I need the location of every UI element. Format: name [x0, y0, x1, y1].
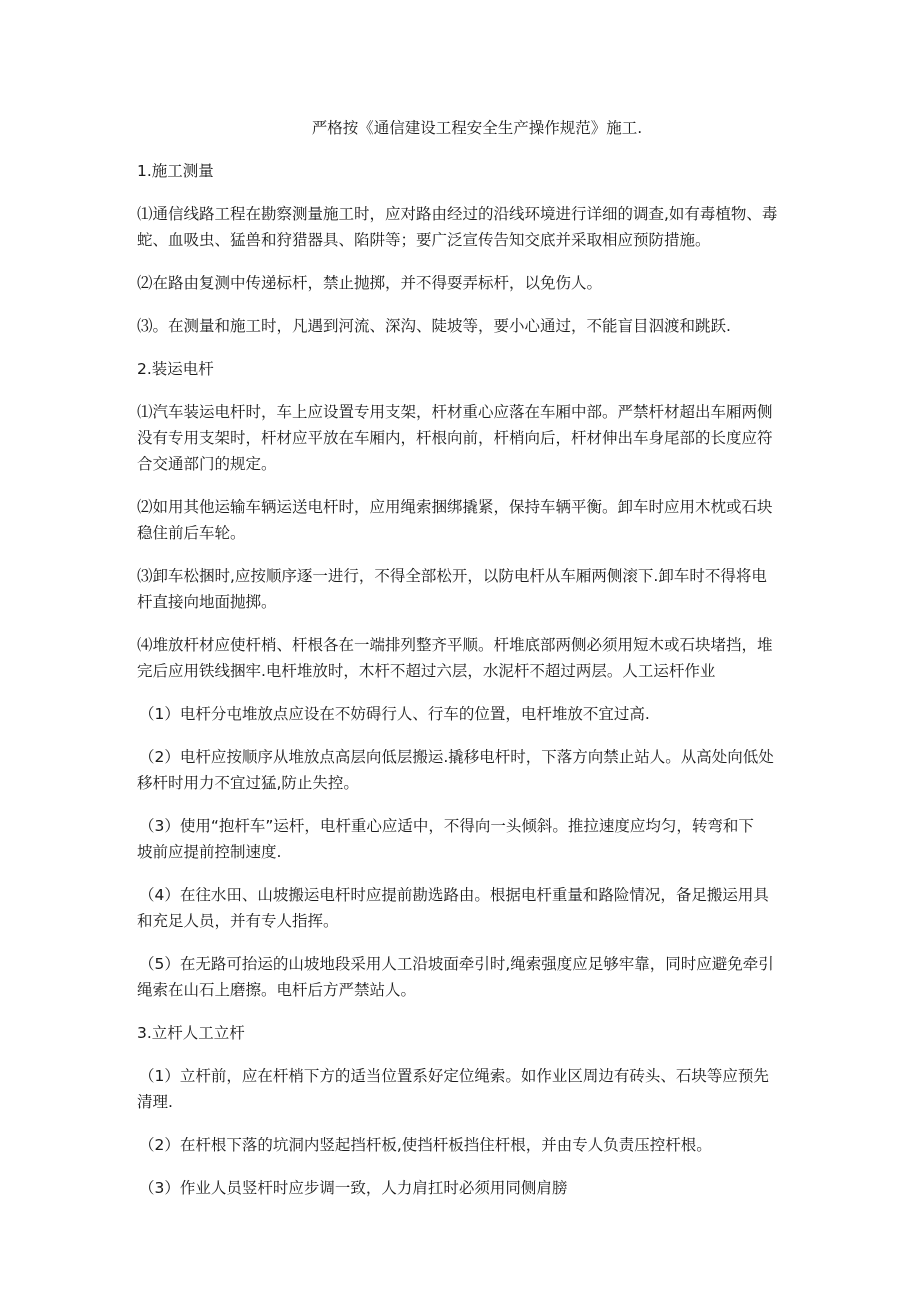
- paragraph: [137, 882, 797, 934]
- text-line: 3.立杆人工立杆: [137, 1024, 245, 1042]
- text-line: 2.装运电杆: [137, 360, 214, 378]
- paragraph: [137, 744, 797, 796]
- paragraph: [137, 632, 797, 684]
- text-line: （2）在杆根下落的坑洞内竖起挡杆板,使挡杆板挡住杆根，并由专人负责压控杆根。: [139, 1136, 712, 1154]
- text-line: 清理.: [137, 1093, 173, 1111]
- paragraph: [137, 951, 797, 1003]
- paragraph: [137, 494, 797, 546]
- text-line: 蛇、血吸虫、猛兽和狩猎器具、陷阱等；要广泛宣传告知交底并采取相应预防措施。: [137, 231, 711, 249]
- text-line: 没有专用支架时，杆材应平放在车厢内，杆根向前，杆梢向后，杆材伸出车身尾部的长度应符: [137, 429, 773, 447]
- paragraph: [137, 399, 797, 477]
- text-line: ⑶卸车松捆时,应按顺序逐一进行，不得全部松开，以防电杆从车厢两侧滚下.卸车时不得将电: [137, 567, 767, 585]
- document-title: [137, 115, 797, 141]
- paragraph: [137, 1063, 797, 1115]
- paragraph: [137, 1175, 797, 1201]
- text-line: 杆直接向地面抛掷。: [137, 593, 277, 611]
- paragraph: [137, 701, 797, 727]
- text-line: 稳住前后车轮。: [137, 524, 246, 542]
- paragraph: [137, 270, 797, 296]
- text-line: 1.施工测量: [137, 162, 214, 180]
- section-heading: [137, 1020, 797, 1046]
- text-line: ⑵在路由复测中传递标杆，禁止抛掷，并不得耍弄标杆，以免伤人。: [137, 274, 603, 292]
- text-line: 完后应用铁线捆牢.电杆堆放时，木杆不超过六层，水泥杆不超过两层。人工运杆作业: [137, 662, 716, 680]
- text-line: 严格按《通信建设工程安全生产操作规范》施工.: [311, 119, 643, 137]
- text-line: （1）电杆分屯堆放点应设在不妨碍行人、行车的位置，电杆堆放不宜过高.: [139, 705, 650, 723]
- paragraph: [137, 201, 797, 253]
- paragraph: [137, 313, 797, 339]
- text-line: 合交通部门的规定。: [137, 455, 277, 473]
- text-line: ⑷堆放杆材应使杆梢、杆根各在一端排列整齐平顺。杆堆底部两侧必须用短木或石块堵挡，堆: [137, 636, 773, 654]
- paragraph: [137, 563, 797, 615]
- text-line: 坡前应提前控制速度.: [137, 843, 282, 861]
- text-line: 移杆时用力不宜过猛,防止失控。: [137, 774, 359, 792]
- paragraph: [137, 813, 797, 865]
- text-line: 绳索在山石上磨擦。电杆后方严禁站人。: [137, 981, 417, 999]
- text-line: ⑴汽车装运电杆时，车上应设置专用支架，杆材重心应落在车厢中部。严禁杆材超出车厢两侧: [137, 403, 773, 421]
- text-line: （5）在无路可抬运的山坡地段采用人工沿坡面牵引时,绳索强度应足够牢靠，同时应避免牵引: [139, 955, 774, 973]
- paragraph: [137, 1132, 797, 1158]
- text-line: 和充足人员，并有专人指挥。: [137, 912, 339, 930]
- text-line: （1）立杆前，应在杆梢下方的适当位置系好定位绳索。如作业区周边有砖头、石块等应预先: [139, 1067, 769, 1085]
- section-heading: [137, 158, 797, 184]
- text-line: ⑴通信线路工程在勘察测量施工时，应对路由经过的沿线环境进行详细的调查,如有毒植物、毒: [137, 205, 778, 223]
- text-line: （4）在往水田、山坡搬运电杆时应提前勘选路由。根据电杆重量和路险情况，备足搬运用具: [139, 886, 769, 904]
- text-line: （3）使用“抱杆车”运杆，电杆重心应适中，不得向一头倾斜。推拉速度应均匀，转弯和下: [139, 817, 754, 835]
- section-heading: [137, 356, 797, 382]
- document-body: [137, 115, 797, 1218]
- text-line: （3）作业人员竖杆时应步调一致，人力肩扛时必须用同侧肩膀: [139, 1179, 568, 1197]
- text-line: （2）电杆应按顺序从堆放点高层向低层搬运.撬移电杆时，下落方向禁止站人。从高处向低处: [139, 748, 774, 766]
- text-line: ⑵如用其他运输车辆运送电杆时，应用绳索捆绑撬紧，保持车辆平衡。卸车时应用木枕或石块: [137, 498, 773, 516]
- text-line: ⑶。在测量和施工时，凡遇到河流、深沟、陡坡等，要小心通过，不能盲目泅渡和跳跃.: [137, 317, 731, 335]
